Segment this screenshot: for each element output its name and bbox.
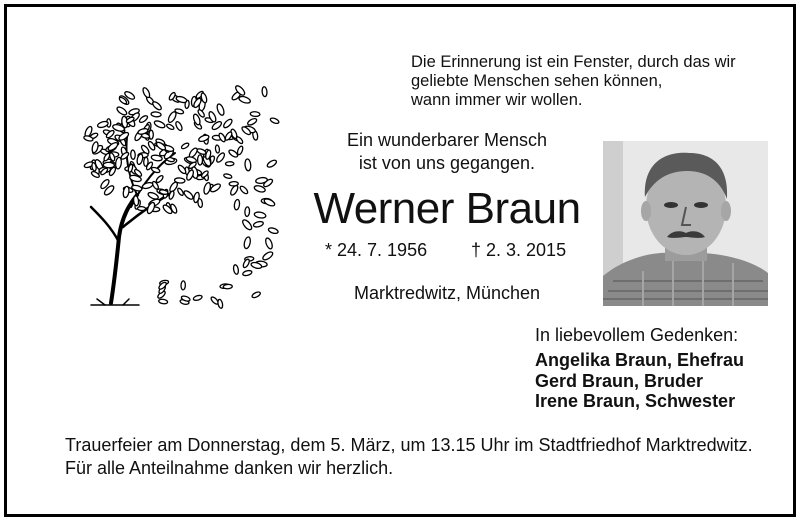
intro-line: ist von uns gegangen.	[358, 153, 536, 173]
death-date: † 2. 3. 2015	[471, 240, 567, 260]
obituary-card	[4, 4, 796, 517]
quote-line: wann immer wir wollen.	[411, 91, 583, 109]
places: Marktredwitz, München	[353, 283, 541, 303]
mourners-list	[535, 350, 744, 412]
mourners-heading: In liebevollem Gedenken:	[535, 325, 739, 345]
service-line: Trauerfeier am Donnerstag, dem 5. März, um 13.15 Uhr im Stadtfriedhof Marktredwitz.	[65, 435, 753, 455]
quote-line: geliebte Menschen sehen können,	[411, 72, 663, 90]
tree-illustration	[71, 67, 281, 317]
thanks-line: Für alle Anteilnahme danken wir herzlich.	[65, 458, 394, 478]
quote-line: Die Erinnerung ist ein Fenster, durch das wir	[411, 53, 736, 71]
intro-line: Ein wunderbarer Mensch	[346, 130, 548, 150]
intro-text	[327, 129, 567, 175]
deceased-name: Werner Braun	[313, 184, 581, 233]
memorial-quote	[411, 53, 771, 110]
birth-date: * 24. 7. 1956	[325, 240, 428, 260]
service-info	[65, 434, 753, 480]
mourner-name: Angelika Braun, Ehefrau	[535, 350, 745, 370]
mourner-name: Gerd Braun, Bruder	[535, 370, 704, 391]
portrait-photo	[603, 141, 768, 306]
mourner-name: Irene Braun, Schwester	[535, 391, 736, 411]
